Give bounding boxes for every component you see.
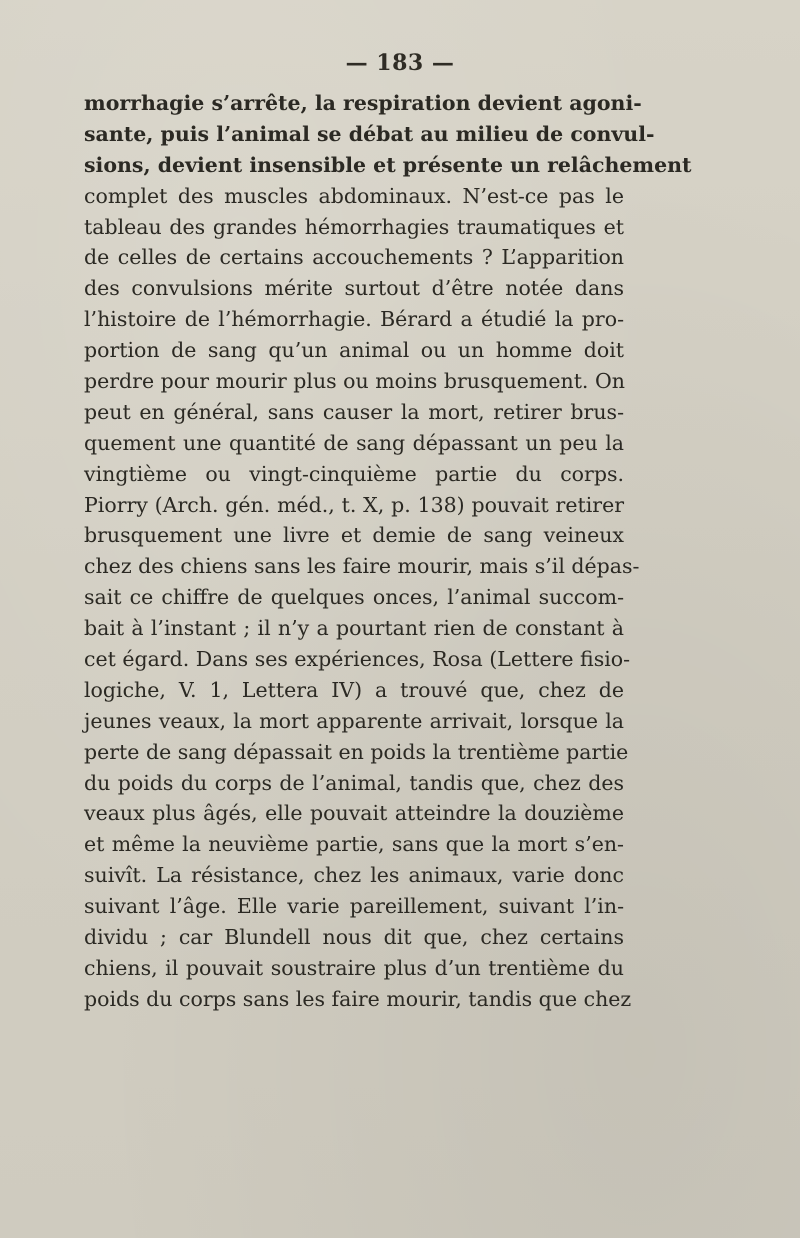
text-line: bait à l’instant ; il n’y a pourtant rien de constant à <box>84 616 624 641</box>
text-line: logiche, V. 1, Lettera IV) a trouvé que, chez de <box>84 677 624 702</box>
text-line: quement une quantité de sang dépassant un peu la <box>84 430 624 455</box>
text-line: l’histoire de l’hémorrhagie. Bérard a étudié la pro- <box>84 307 624 332</box>
text-line: suivant l’âge. Elle varie pareillement, suivant l’in- <box>84 894 624 919</box>
text-line: du poids du corps de l’animal, tandis que, chez des <box>84 770 624 795</box>
text-line: des convulsions mérite surtout d’être notée dans <box>84 276 624 301</box>
text-line: et même la neuvième partie, sans que la mort s’en- <box>84 832 624 857</box>
body-text <box>84 88 692 1015</box>
text-line: de celles de certains accouchements ? L’apparition <box>84 245 624 270</box>
text-line: vingtième ou vingt-cinquième partie du corps. <box>84 461 624 486</box>
text-line: veaux plus âgés, elle pouvait atteindre la douzième <box>84 801 624 826</box>
text-line: poids du corps sans les faire mourir, tandis que chez <box>84 986 632 1011</box>
text-line: cet égard. Dans ses expériences, Rosa (Lettere fisio- <box>84 647 631 672</box>
page-number: — 183 — <box>345 50 455 76</box>
text-line: peut en général, sans causer la mort, retirer brus- <box>84 399 624 424</box>
text-line: tableau des grandes hémorrhagies traumatiques et <box>84 214 624 239</box>
text-line: brusquement une livre et demie de sang veineux <box>84 523 624 548</box>
text-line: chez des chiens sans les faire mourir, mais s’il dépas- <box>84 554 640 579</box>
text-line: complet des muscles abdominaux. N’est-ce pas le <box>84 183 624 208</box>
text-line: sions, devient insensible et présente un relâchement <box>84 152 692 177</box>
text-line: sait ce chiffre de quelques onces, l’animal succom- <box>84 585 624 610</box>
text-line: Piorry (Arch. gén. méd., t. X, p. 138) pouvait retirer <box>84 492 624 517</box>
text-line: suivît. La résistance, chez les animaux, varie donc <box>84 863 624 888</box>
text-line: sante, puis l’animal se débat au milieu de convul- <box>84 121 655 146</box>
text-line: dividu ; car Blundell nous dit que, chez certains <box>84 925 624 950</box>
text-line: portion de sang qu’un animal ou un homme doit <box>84 338 624 363</box>
text-line: chiens, il pouvait soustraire plus d’un trentième du <box>84 955 624 980</box>
text-line: morrhagie s’arrête, la respiration devient agoni- <box>84 91 642 115</box>
text-line: perdre pour mourir plus ou moins brusquement. On <box>84 369 625 394</box>
text-line: perte de sang dépassait en poids la trentième partie <box>84 739 629 764</box>
text-line: jeunes veaux, la mort apparente arrivait, lorsque la <box>84 708 624 733</box>
